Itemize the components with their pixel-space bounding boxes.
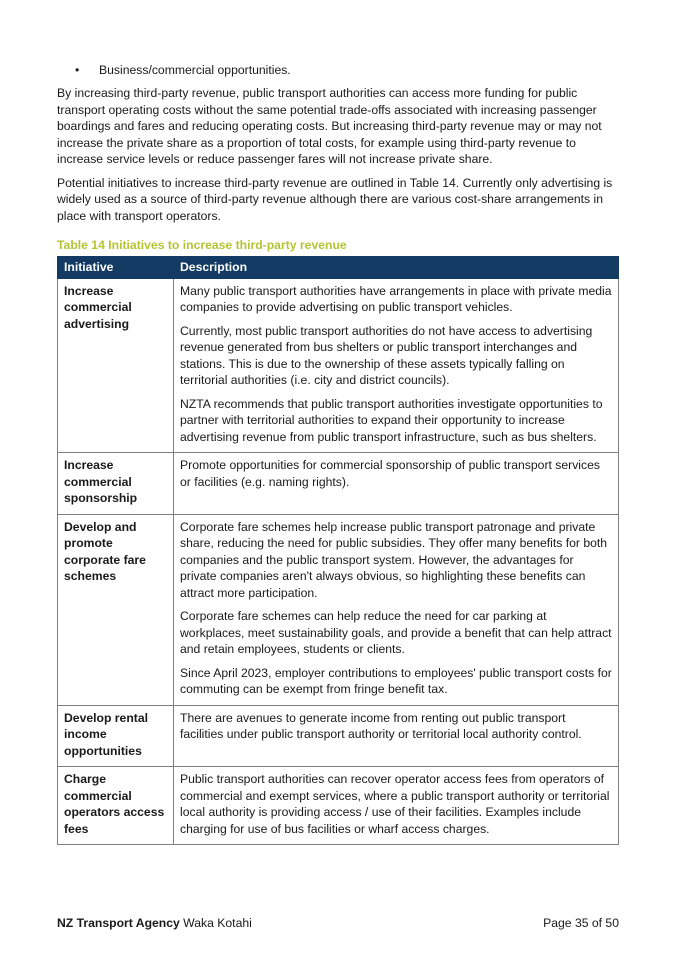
page-content — [57, 62, 619, 845]
footer-org-rest: Waka Kotahi — [179, 916, 252, 930]
footer-org-bold: NZ Transport Agency — [57, 916, 180, 930]
bullet-dot-icon: • — [75, 63, 80, 77]
page-number: Page 35 of 50 — [543, 916, 619, 930]
description-text: Corporate fare schemes can help reduce the need for car parking at workplaces, meet sustainability goals, and provide a benefit that can help attract and retain employees, students or clients. — [180, 609, 612, 656]
initiative-cell: Increase commercial sponsorship — [58, 453, 174, 515]
description-text: NZTA recommends that public transport authorities investigate opportunities to partner with territorial authorities to expand their opportunity to increase advertising revenue from public transport infrastructure, such as bus shelters. — [180, 396, 603, 444]
bullet-list — [57, 62, 619, 79]
table-row — [58, 514, 619, 705]
description-cell — [174, 278, 619, 453]
paragraph-third-party-revenue: By increasing third-party revenue, public transport authorities can access more funding for public transport operating costs without the same potential trade-offs associated with increasing passenger boardings and fares and reducing operating costs. But increasing third-party revenue may or may not increase the private share as a proportion of total costs, for example using third-party revenue to increase service levels or reduce passenger fares will not increase private share. — [57, 86, 602, 166]
page-footer — [57, 916, 619, 930]
description-cell — [174, 767, 619, 845]
initiative-cell: Charge commercial operators access fees — [58, 767, 174, 845]
table-row — [58, 278, 619, 453]
bullet-item — [57, 62, 619, 79]
description-text: Corporate fare schemes help increase public transport patronage and private share, reducing the need for public subsidies. They offer many benefits for both companies and the public transport system. However, the advantages for private companies aren't always obvious, so highlighting these benefits can attract more participation. — [180, 519, 608, 600]
description-text: There are avenues to generate income from renting out public transport facilities under public transport authority or territorial local authority control. — [180, 710, 582, 741]
initiative-cell: Increase commercial advertising — [58, 278, 174, 453]
description-text: Promote opportunities for commercial sponsorship of public transport services or facilities (e.g. naming rights). — [180, 458, 600, 489]
description-text: Since April 2023, employer contributions to employees' public transport costs for commuting can be exempt from fringe benefit tax. — [180, 665, 612, 696]
table-row — [58, 705, 619, 767]
description-text: Currently, most public transport authorities do not have access to advertising revenue generated from bus shelters or public transport interchanges and stations. This is due to the ownership of these assets typically falling on territorial authorities (i.e. city and district councils). — [180, 323, 593, 387]
initiative-cell: Develop rental income opportunities — [58, 705, 174, 767]
initiatives-table — [57, 256, 619, 845]
initiative-cell: Develop and promote corporate fare schemes — [58, 514, 174, 705]
description-cell — [174, 453, 619, 515]
paragraph-potential-initiatives: Potential initiatives to increase third-party revenue are outlined in Table 14. Currently only advertising is widely used as a source of third-party revenue although there are various cost-share arrangements in place with transport operators. — [57, 175, 613, 223]
description-cell — [174, 705, 619, 767]
table-row — [58, 453, 619, 515]
header-initiative: Initiative — [58, 257, 174, 279]
bullet-text: Business/commercial opportunities. — [99, 63, 291, 77]
description-text: Many public transport authorities have arrangements in place with private media companies to provide advertising on public transport vehicles. — [180, 283, 612, 314]
table-caption: Table 14 Initiatives to increase third-party revenue — [57, 238, 347, 252]
footer-organisation — [57, 916, 252, 930]
description-text: Public transport authorities can recover operator access fees from operators of commercial and exempt services, where a public transport authority or territorial local authority is providing access / use of their facilities. Examples include charging for use of bus facilities or wharf access charges. — [180, 772, 610, 836]
table-header-row — [58, 257, 619, 279]
header-description: Description — [174, 257, 619, 279]
description-cell — [174, 514, 619, 705]
table-row — [58, 767, 619, 845]
